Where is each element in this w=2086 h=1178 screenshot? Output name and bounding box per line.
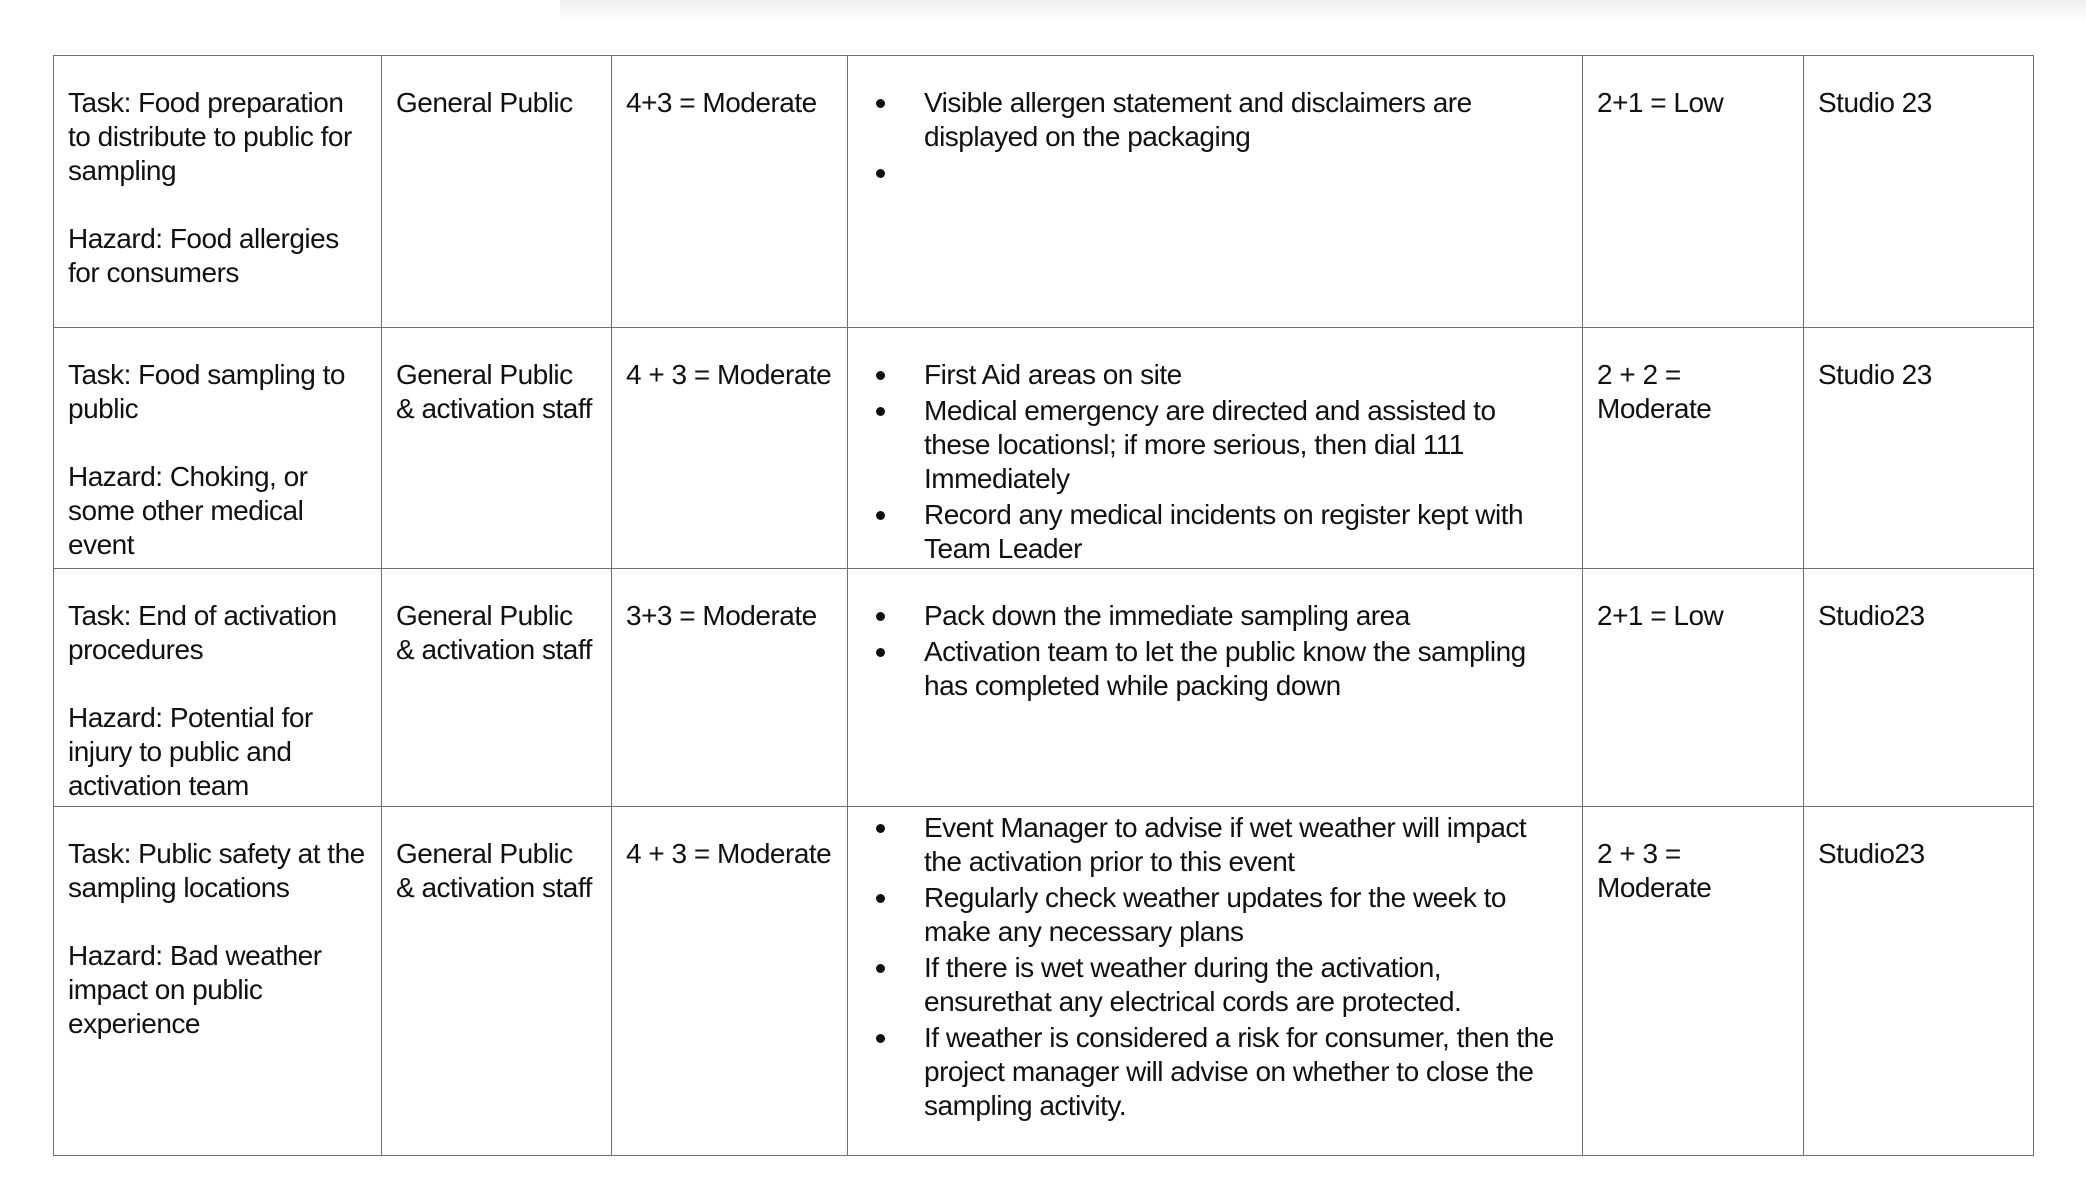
risk-assessment-table: [53, 55, 2034, 1156]
initial-risk-text: 3+3 = Moderate: [626, 600, 817, 631]
initial-risk-text: 4 + 3 = Moderate: [626, 838, 832, 869]
residual-risk-text: 2+1 = Low: [1597, 87, 1724, 118]
task-text: Task: Food sampling to public: [68, 359, 345, 424]
control-item: Event Manager to advise if wet weather will impact the activation prior to this event: [924, 811, 1568, 879]
responsible-text: Studio23: [1818, 600, 1925, 631]
residual-risk-text: 2+1 = Low: [1597, 600, 1724, 631]
who-at-risk-cell: [382, 569, 612, 807]
hazard-text: Hazard: Bad weather impact on public experience: [68, 940, 322, 1039]
control-item: If there is wet weather during the activation, ensurethat any electrical cords are protected.: [924, 951, 1568, 1019]
control-item: Visible allergen statement and disclaimers are displayed on the packaging: [924, 86, 1568, 154]
control-item: Pack down the immediate sampling area: [924, 599, 1568, 633]
hazard-text: Hazard: Potential for injury to public and activation team: [68, 702, 313, 801]
controls-list: [862, 358, 1568, 566]
control-item: First Aid areas on site: [924, 358, 1568, 392]
responsible-cell: [1804, 56, 2034, 328]
controls-cell: [848, 56, 1583, 328]
who-at-risk-cell: [382, 807, 612, 1156]
task-text: Task: Food preparation to distribute to public for sampling: [68, 87, 352, 186]
residual-risk-text: 2 + 2 = Moderate: [1597, 359, 1712, 424]
residual-risk-cell: [1583, 807, 1804, 1156]
controls-cell: [848, 328, 1583, 569]
residual-risk-text: 2 + 3 = Moderate: [1597, 838, 1712, 903]
task-hazard-cell: [54, 807, 382, 1156]
controls-list: [862, 599, 1568, 703]
initial-risk-text: 4+3 = Moderate: [626, 87, 817, 118]
control-item: Medical emergency are directed and assisted to these locationsl; if more serious, then dial 111 Immediately: [924, 394, 1568, 496]
residual-risk-cell: [1583, 569, 1804, 807]
who-at-risk-text: General Public & activation staff: [396, 600, 592, 665]
control-item: Regularly check weather updates for the week to make any necessary plans: [924, 881, 1568, 949]
residual-risk-cell: [1583, 328, 1804, 569]
controls-list: [862, 86, 1568, 190]
initial-risk-text: 4 + 3 = Moderate: [626, 359, 832, 390]
controls-cell: [848, 807, 1583, 1156]
task-hazard-cell: [54, 328, 382, 569]
table-row: [54, 328, 2034, 569]
hazard-text: Hazard: Food allergies for consumers: [68, 223, 339, 288]
who-at-risk-text: General Public & activation staff: [396, 838, 592, 903]
controls-list: [862, 811, 1568, 1123]
table-row: [54, 569, 2034, 807]
who-at-risk-cell: [382, 56, 612, 328]
controls-cell: [848, 569, 1583, 807]
responsible-cell: [1804, 807, 2034, 1156]
responsible-text: Studio23: [1818, 838, 1925, 869]
hazard-text: Hazard: Choking, or some other medical event: [68, 461, 308, 560]
responsible-text: Studio 23: [1818, 359, 1932, 390]
who-at-risk-text: General Public & activation staff: [396, 359, 592, 424]
table-row: [54, 56, 2034, 328]
responsible-cell: [1804, 328, 2034, 569]
initial-risk-cell: [612, 56, 848, 328]
control-item: Record any medical incidents on register kept with Team Leader: [924, 498, 1568, 566]
task-hazard-cell: [54, 56, 382, 328]
initial-risk-cell: [612, 328, 848, 569]
residual-risk-cell: [1583, 56, 1804, 328]
scan-shadow: [560, 0, 2086, 22]
responsible-cell: [1804, 569, 2034, 807]
who-at-risk-text: General Public: [396, 87, 573, 118]
task-hazard-cell: [54, 569, 382, 807]
initial-risk-cell: [612, 807, 848, 1156]
control-item: Activation team to let the public know the sampling has completed while packing down: [924, 635, 1568, 703]
initial-risk-cell: [612, 569, 848, 807]
task-text: Task: Public safety at the sampling locations: [68, 838, 365, 903]
task-text: Task: End of activation procedures: [68, 600, 337, 665]
table-row: [54, 807, 2034, 1156]
control-item: If weather is considered a risk for consumer, then the project manager will advise on whether to close the sampling activity.: [924, 1021, 1568, 1123]
responsible-text: Studio 23: [1818, 87, 1932, 118]
who-at-risk-cell: [382, 328, 612, 569]
control-item: [924, 156, 1568, 190]
